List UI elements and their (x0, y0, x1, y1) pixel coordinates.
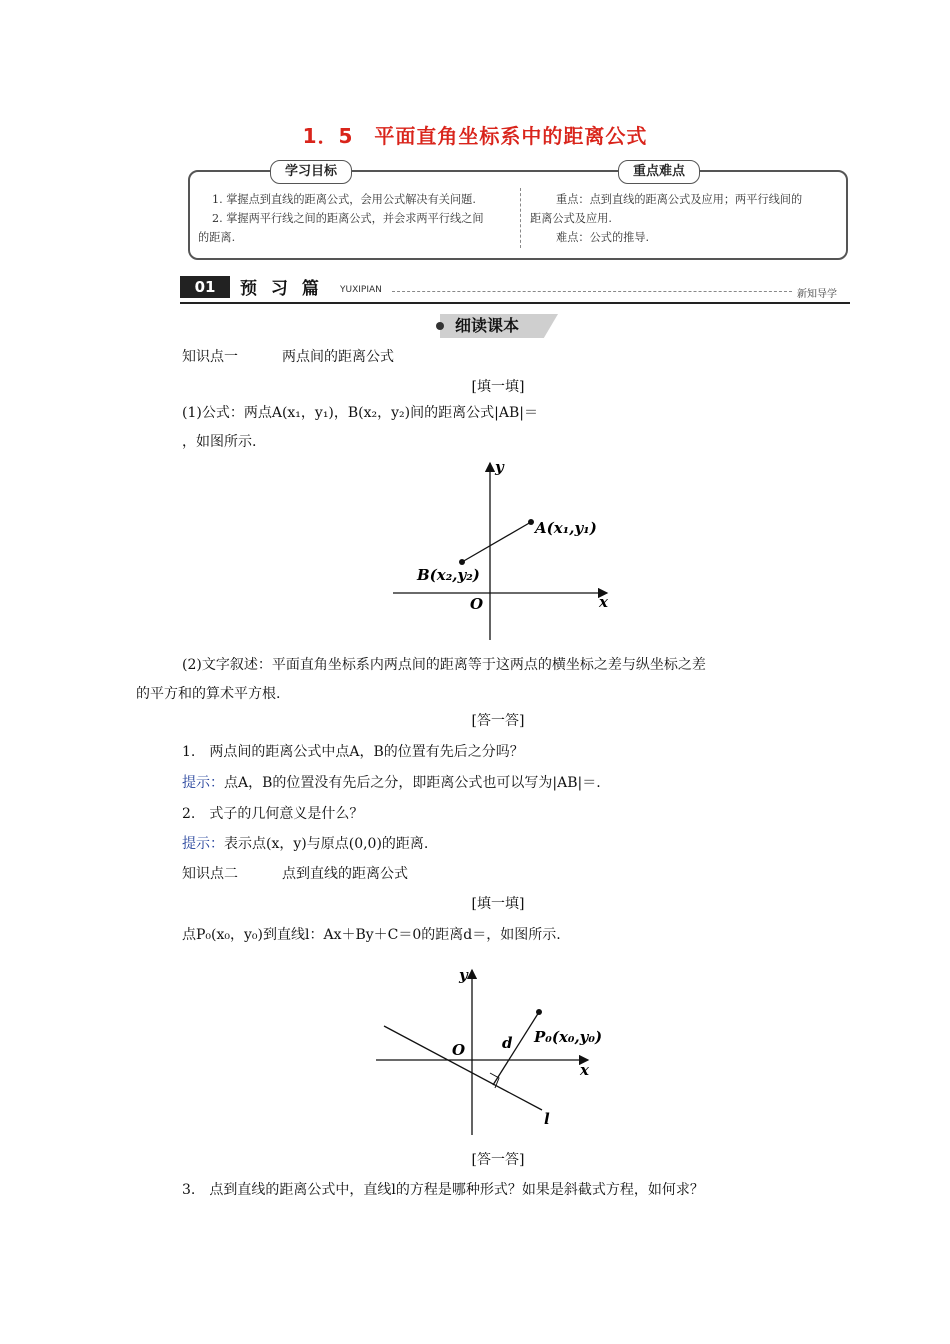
x-axis-label: x (599, 593, 608, 611)
key-points-tag: 重点难点 (618, 160, 700, 184)
section-english: YUXIPIAN (340, 285, 382, 295)
point-a-label: A(x₁,y₁) (535, 519, 597, 537)
key-line-3: 难点：公式的推导. (556, 231, 650, 244)
kp2-formula-text: 点P₀(x₀，y₀)到直线l：Ax＋By＋C＝0的距离d＝，如图所示. (182, 927, 561, 943)
section-right-label: 新知导学 (797, 289, 837, 300)
subheading: 细读课本 (455, 316, 520, 335)
kp1-title: 两点间的距离公式 (282, 349, 394, 365)
x-axis-label: x (580, 1061, 589, 1079)
kp1-formula-cont: ，如图所示. (182, 434, 257, 450)
perpendicular-d (493, 1012, 539, 1085)
page-title: 1．5 平面直角坐标系中的距离公式 (302, 124, 648, 148)
kp2-title: 点到直线的距离公式 (282, 866, 408, 882)
line-l (384, 1026, 542, 1110)
kp1-text-line1: (2)文字叙述：平面直角坐标系内两点间的距离等于这两点的横坐标之差与纵坐标之差 (182, 657, 706, 673)
kp1-answer-label: [答一答] (471, 713, 525, 729)
y-axis-label: y (495, 458, 504, 476)
kp1-text-line2: 的平方和的算术平方根. (136, 686, 281, 702)
origin-label: O (470, 595, 484, 613)
learning-goals-list (198, 190, 516, 247)
kp1-fill-label: [填一填] (471, 379, 525, 395)
goal-line-2: 2. 掌握两平行线之间的距离公式，并会求两平行线之间 (212, 212, 484, 225)
goal-line-3: 的距离. (198, 231, 236, 244)
question-3: 3. 点到直线的距离公式中，直线l的方程是哪种形式？如果是斜截式方程，如何求？ (182, 1182, 704, 1198)
point-a (528, 519, 534, 525)
goal-line-1: 1. 掌握点到直线的距离公式，会用公式解决有关问题. (212, 193, 476, 206)
learning-goals-tag: 学习目标 (270, 160, 352, 184)
d-label: d (502, 1034, 513, 1052)
section-dashed-rule (392, 291, 792, 292)
kp2-label: 知识点二 (182, 866, 238, 882)
hint-2 (182, 834, 428, 854)
kp1-label: 知识点一 (182, 349, 238, 365)
kp1-formula-text: (1)公式：两点A(x₁，y₁)，B(x₂，y₂)间的距离公式|AB|＝ (182, 405, 538, 421)
answer-1: 点A，B的位置没有先后之分，即距离公式也可以写为|AB|＝. (224, 775, 601, 791)
answer-2: 表示点(x，y)与原点(0,0)的距离. (224, 836, 429, 852)
point-line-figure (370, 960, 620, 1140)
key-points-list (530, 190, 835, 247)
segment-ab (462, 522, 531, 562)
point-b-label: B(x₂,y₂) (417, 566, 480, 584)
question-1: 1. 两点间的距离公式中点A，B的位置有先后之分吗？ (182, 744, 524, 760)
point-p0 (536, 1009, 542, 1015)
point-b (459, 559, 465, 565)
origin-label: O (452, 1041, 466, 1059)
goals-divider (520, 188, 521, 248)
y-axis-label: y (459, 966, 468, 984)
hint-label-2: 提示： (182, 836, 224, 852)
point-p0-label: P₀(x₀,y₀) (534, 1028, 603, 1046)
hint-1 (182, 773, 601, 793)
kp2-answer-label: [答一答] (471, 1152, 525, 1168)
line-l-label: l (544, 1110, 550, 1128)
kp2-fill-label: [填一填] (471, 896, 525, 912)
distance-figure (385, 455, 620, 645)
question-2: 2. 式子的几何意义是什么？ (182, 806, 364, 822)
hint-label-1: 提示： (182, 775, 224, 791)
bullet-icon (436, 322, 444, 330)
section-number: 01 (180, 276, 230, 298)
key-line-1: 重点：点到直线的距离公式及应用；两平行线间的 (556, 193, 803, 206)
key-line-2: 距离公式及应用. (530, 212, 612, 225)
section-name: 预 习 篇 (240, 279, 323, 299)
